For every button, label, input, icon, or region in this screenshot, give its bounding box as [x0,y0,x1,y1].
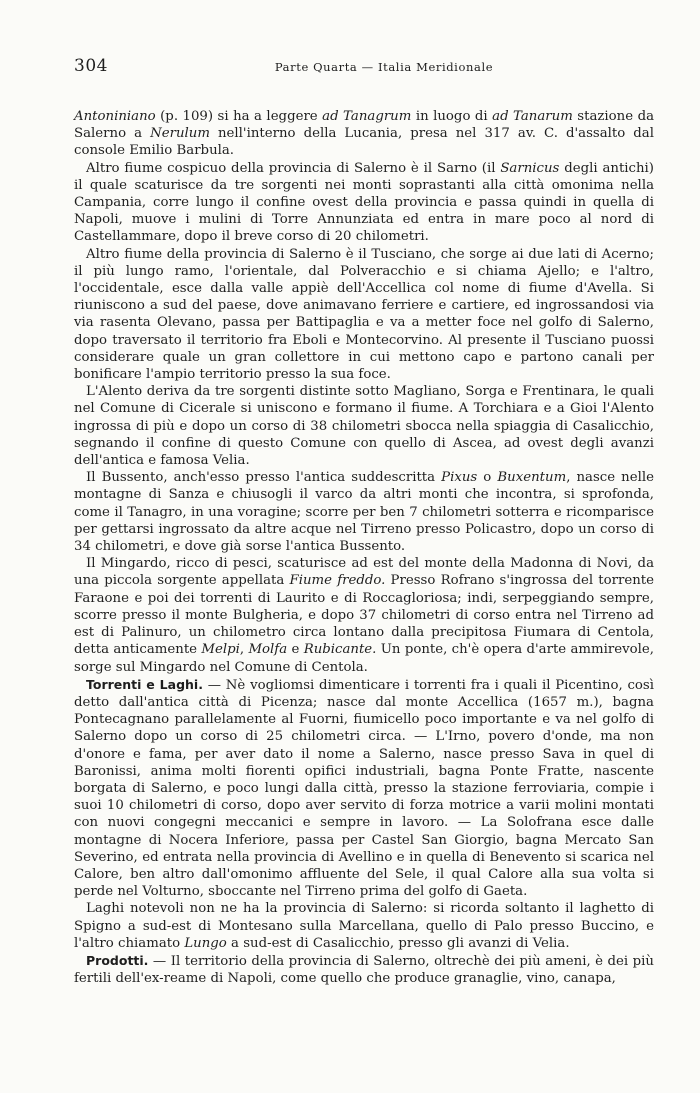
paragraph-prodotti [74,952,654,987]
text-run: Il Bussento, anch'esso presso l'antica suddescritta [86,470,442,486]
body-text [74,108,654,987]
page-number: 304 [74,56,108,76]
italic-term: Pixus [441,470,478,486]
text-run: degli antichi) il quale scaturisce da tre sorgenti nei monti soprastanti alla città omonima nella Campania, corre lungo il confine ovest della provincia e passa quindi in quella di Napoli, muove i mulini di Torre Annunziata ed entra in mare poco al nord di Castellammare, dopo il breve corso di 20 chilometri. [74,160,654,245]
text-run: , nasce nelle montagne di Sanza e chiusogli il varco da altri monti che incontra, si sprofonda, come il Tanagro, in una voragine; scorre per ben 7 chilometri sotterra e ricomparisce per gettarsi ingrossato da altre acque nel Tirreno presso Policastro, dopo un corso di 34 chilometri, e dove già sorse l'antica Bussento. [74,470,654,555]
paragraph-sarno [74,160,654,246]
text-run: , [239,642,249,658]
italic-term: Buxentum [497,470,567,486]
paragraph-mingardo [74,555,654,675]
text-run: Presso Rofrano s'ingrossa del torrente Faraone e poi dei torrenti di Laurito e di Roccagloriosa; indi, serpeggiando sempre, scorre presso il monte Bulgheria, e dopo 37 chilometri di corso entra nel Tirreno ad est di Palinuro, un chilometro circa lontano dalla precipitosa Fiumara di Centola, detta anticamente [74,573,654,658]
text-run: (p. 109) si ha a leggere [155,109,323,124]
italic-term: Melpi [201,642,240,658]
italic-term: ad Tanarum [492,109,573,124]
text-run: — Nè vogliomsi dimenticare i torrenti fra i quali il Picentino, così detto dall'antica città di Picenza; nasce dal monte Accellica (1657 m.), bagna Pontecagnano parallelamente al Fuorni, fiumicello poco importante e va nel golfo di Salerno dopo un corso di 25 chilometri circa. — L'Irno, povero d'onde, ma non d'onore e fama, per aver dato il nome a Salerno, nasce presso Sava in quel di Baronissi, anima molti fiorenti opifici industriali, bagna Ponte Fratte, nascente borgata di Salerno, e poco lungi dalla città, presso la stazione ferroviaria, compie i suoi 10 chilometri di corso, dopo aver servito di forza motrice a varii molini montati con nuovi congegni meccanici e sempre in lavoro. — La Solofrana esce dalle montagne di Nocera Inferiore, passa per Castel San Giorgio, bagna Mercato San Severino, ed entrata nella provincia di Avellino e in quella di Benevento si scarica nel Calore, ben altro dall'omonimo affluente del Sele, il qual Calore alla sua volta si perde nel Volturno, sboccante nel Tirreno prima del golfo di Gaeta. [74,677,654,900]
italic-term: Rubicante. [303,642,377,658]
text-run: in luogo di [411,109,493,124]
paragraph-tusciano [74,246,654,384]
paragraph-bussento [74,469,654,555]
text-run: stazione da Salerno a [74,109,655,142]
italic-term: Antoniniano [74,109,156,124]
italic-term: Fiume freddo. [289,573,386,589]
italic-term: Sarnicus [500,160,560,176]
paragraph-laghi [74,900,654,952]
italic-term: Molfa [248,642,288,658]
italic-term: Nerulum [150,126,210,142]
paragraph-torrenti [74,676,654,901]
text-run: L'Alento deriva da tre sorgenti distinte sotto Magliano, Sorga e Frentinara, le quali nel Comune di Cicerale si uniscono e formano il fiume. A Torchiara e a Gioi l'Alento ingrossa di più e dopo un corso di 38 chilometri sbocca nella spiaggia di Casalicchio, segnando il confine di questo Comune con quello di Ascea, ad ovest degli avanzi dell'antica e famosa Velia. [74,384,654,469]
section-title-torrenti: Torrenti e Laghi. [86,676,203,692]
text-run: Il Mingardo, ricco di pesci, scaturisce ad est del monte della Madonna di Novi, da una piccola sorgente appellata [74,556,654,589]
text-run: — Il territorio della provincia di Salerno, oltrechè dei più ameni, è dei più fertili dell'ex-reame di Napoli, come quello che produce granaglie, vino, canapa, [74,953,654,987]
text-run: Altro fiume cospicuo della provincia di Salerno è il Sarno (il [86,160,501,176]
section-title-prodotti: Prodotti. [86,952,149,968]
running-head: Parte Quarta — Italia Meridionale [274,60,494,74]
page-header [74,56,654,78]
text-run: a sud-est di Casalicchio, presso gli avanzi di Velia. [226,935,570,951]
text-run: e [287,642,304,658]
italic-term: ad Tanagrum [322,109,412,124]
paragraph-alento [74,383,654,469]
paragraph-antoniniano [74,108,654,160]
text-run: Laghi notevoli non ne ha la provincia di Salerno: si ricorda soltanto il laghetto di Spigno a sud-est di Montesano sulla Marcellana, quello di Palo presso Buccino, e l'altro chiamato [74,901,654,951]
italic-term: Lungo [184,935,227,951]
text-run: Altro fiume della provincia di Salerno è il Tusciano, che sorge ai due lati di Acerno; il più lungo ramo, l'orientale, dal Polveracchio e si chiama Ajello; e l'altro, l'occidentale, esce dalla valle appiè dell'Accellica col nome di fiume d'Avella. Si riuniscono a sud del paese, dove animavano ferriere e cartiere, ed ingrossandosi via via rasenta Olevano, passa per Battipaglia e va a metter foce nel golfo di Salerno, dopo traversato il territorio fra Eboli e Montecorvino. Al presente il Tusciano puossi considerare quale un gran collettore in cui mettono capo e partono canali per bonificare l'ampio territorio presso la sua foce. [74,246,654,383]
text-run: o [477,470,498,486]
text-run: Un ponte, ch'è opera d'arte ammirevole, sorge sul Mingardo nel Comune di Centola. [74,642,654,675]
text-run: nell'interno della Lucania, presa nel 317 av. C. d'assalto dal console Emilio Barbula. [74,126,654,159]
